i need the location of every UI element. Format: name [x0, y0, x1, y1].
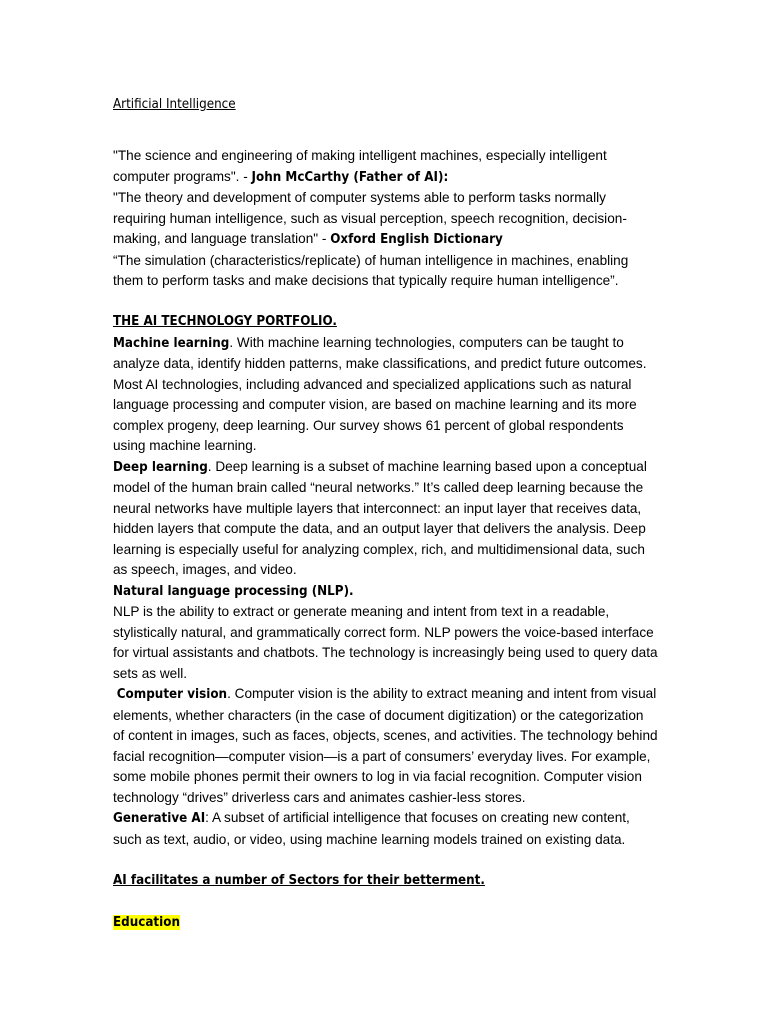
item-machine-learning [113, 333, 658, 457]
definition-2-source: Oxford English Dictionary [330, 232, 503, 247]
sectors-heading: AI facilitates a number of Sectors for their betterment. [113, 872, 485, 888]
document-body [113, 94, 658, 933]
item-body: . Computer vision is the ability to extract meaning and intent from visual elements, whether characters (in the case of document digitization) or the categorization of content in images, such as faces, objects, scenes, and activities. The technology behind facial recognition—computer vision—is a part of consumers’ everyday lives. For example, some mobile phones permit their owners to log in via facial recognition. Computer vision technology “drives” driverless cars and animates cashier-less stores. [113, 686, 658, 805]
definition-3 [113, 251, 658, 292]
page-title: Artificial Intelligence [113, 97, 236, 112]
definition-1-source: John McCarthy (Father of AI): [251, 169, 449, 185]
definition-1-text: "The science and engineering of making intelligent machines, especially intelligent computer programs". - [113, 148, 607, 184]
item-computer-vision [113, 684, 658, 808]
item-body: . With machine learning technologies, computers can be taught to analyze data, identify hidden patterns, make classifications, and predict future outcomes. Most AI technologies, including advanced and specialized applications such as natural language processing and computer vision, are based on machine learning and its more complex progeny, deep learning. Our survey shows 61 percent of global respondents using machine learning. [113, 334, 647, 453]
item-term: Natural language processing (NLP). [113, 583, 354, 599]
portfolio-heading: THE AI TECHNOLOGY PORTFOLIO. [113, 314, 337, 329]
item-nlp-heading [113, 581, 658, 603]
item-body: : A subset of artificial intelligence that focuses on creating new content, such as text, audio, or video, using machine learning models trained on existing data. [113, 810, 630, 847]
item-term: Generative AI [113, 811, 206, 826]
item-nlp-body [113, 602, 658, 684]
education-heading-line [113, 912, 658, 934]
definition-1 [113, 146, 658, 188]
item-generative-ai [113, 808, 658, 850]
definition-2 [113, 188, 658, 251]
definition-3-text: “The simulation (characteristics/replicate) of human intelligence in machines, enabling them to perform tasks and make decisions that typically require human intelligence”. [113, 252, 629, 288]
definition-2-text: "The theory and development of computer systems able to perform tasks normally requiring human intelligence, such as visual perception, speech recognition, decision-making, and language translation" - [113, 190, 627, 246]
item-body: . Deep learning is a subset of machine learning based upon a conceptual model of the human brain called “neural networks.” It’s called deep learning because the neural networks have multiple layers that interconnect: an input layer that receives data, hidden layers that compute the data, and an output layer that delivers the analysis. Deep learning is especially useful for analyzing complex, rich, and multidimensional data, such as speech, images, and video. [113, 458, 647, 577]
item-term: Machine learning [113, 335, 230, 351]
education-heading: Education [113, 914, 180, 930]
item-body: NLP is the ability to extract or generate meaning and intent from text in a readable, stylistically natural, and grammatically correct form. NLP powers the voice-based interface for virtual assistants and chatbots. The technology is increasingly being used to query data sets as well. [113, 604, 658, 681]
item-deep-learning [113, 457, 658, 581]
item-term: Deep learning [113, 459, 208, 475]
item-term: Computer vision [116, 687, 228, 702]
